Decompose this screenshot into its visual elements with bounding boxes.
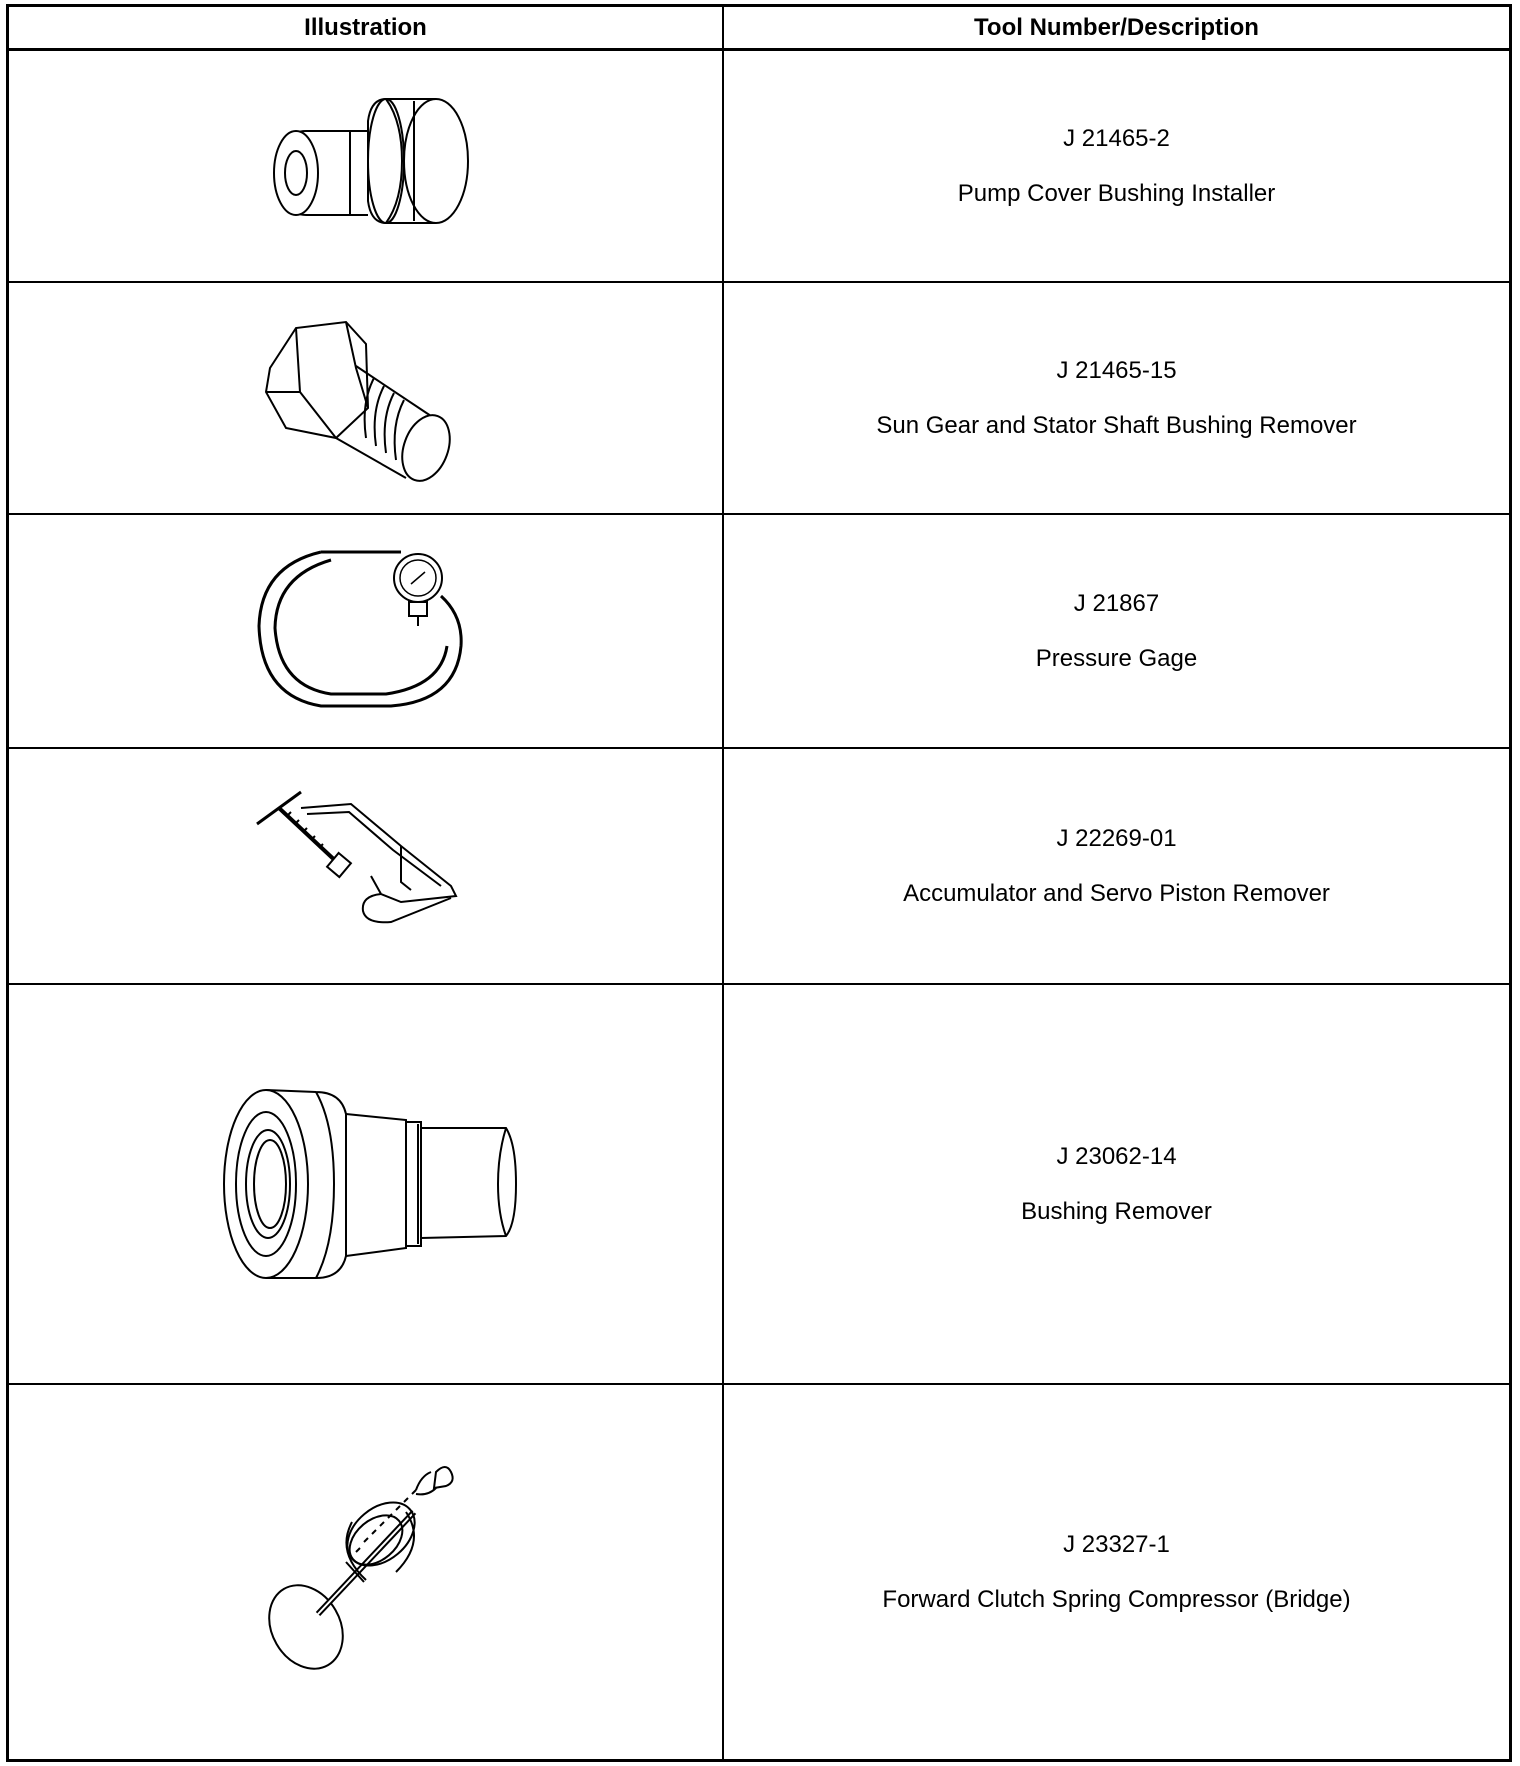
tool-description: Pump Cover Bushing Installer — [957, 179, 1276, 207]
tool-number: J 23062-14 — [1056, 1142, 1177, 1170]
hex-bushing-remover-icon — [9, 283, 722, 513]
tool-description: Forward Clutch Spring Compressor (Bridge) — [882, 1585, 1351, 1613]
bushing-installer-icon — [9, 51, 722, 281]
tool-description: Sun Gear and Stator Shaft Bushing Remover — [876, 411, 1357, 439]
c-clamp-remover-icon — [9, 749, 722, 983]
tool-description: Bushing Remover — [1021, 1197, 1212, 1225]
table-row — [9, 749, 1509, 985]
table-row — [9, 985, 1509, 1385]
tool-description: Pressure Gage — [1035, 644, 1198, 672]
tool-description: Accumulator and Servo Piston Remover — [903, 879, 1330, 907]
tool-number: J 21867 — [1073, 589, 1160, 617]
spring-compressor-bridge-icon — [9, 1385, 722, 1759]
stepped-bushing-remover-icon — [9, 985, 722, 1383]
pressure-gage-icon — [9, 515, 722, 747]
tool-number: J 22269-01 — [1056, 824, 1177, 852]
table-header — [9, 7, 1509, 51]
table-row — [9, 515, 1509, 749]
tool-number: J 21465-15 — [1056, 356, 1177, 384]
header-illustration: Illustration — [304, 14, 427, 41]
header-tool-description: Tool Number/Description — [974, 14, 1259, 41]
tool-number: J 23327-1 — [1063, 1530, 1170, 1558]
tool-number: J 21465-2 — [1063, 124, 1170, 152]
table-row — [9, 51, 1509, 283]
table-row — [9, 283, 1509, 515]
table-row — [9, 1385, 1509, 1759]
tools-table — [6, 4, 1512, 1762]
